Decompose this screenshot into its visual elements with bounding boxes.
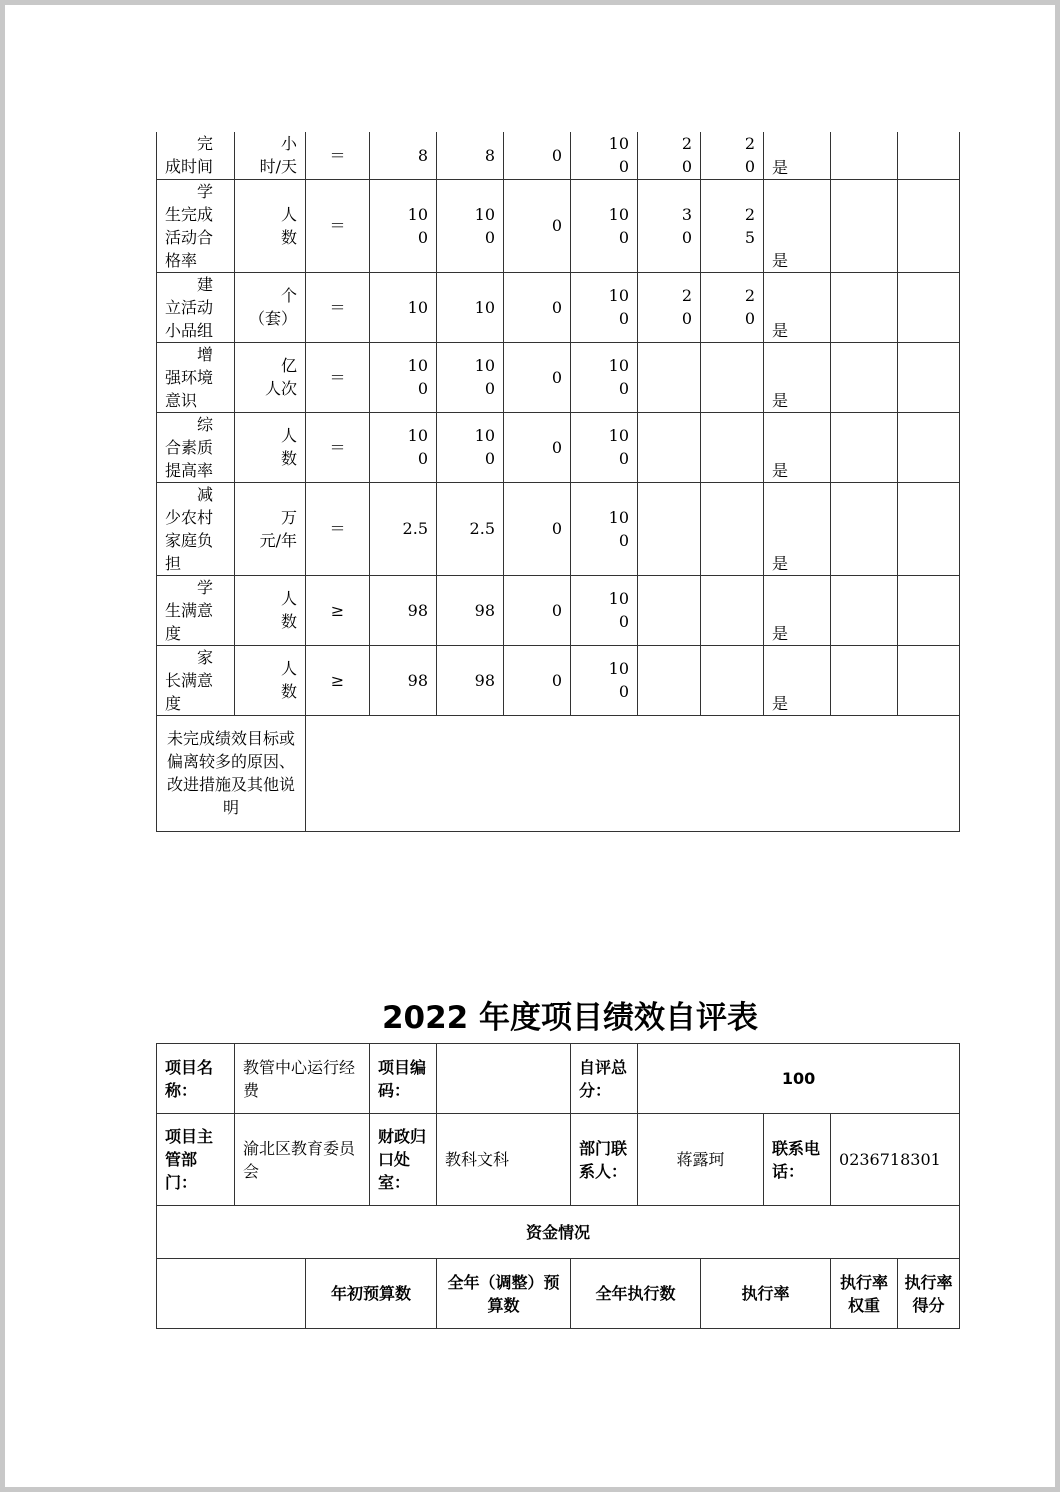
- indicator-unit: 亿人次: [235, 342, 306, 412]
- adjusted-budget-header: 全年（调整）预算数: [437, 1259, 571, 1329]
- indicator-weight: 20: [638, 272, 701, 342]
- indicator-extra-1: [831, 645, 898, 715]
- indicator-actual: 2.5: [437, 482, 504, 575]
- executed-header: 全年执行数: [571, 1259, 701, 1329]
- note-value: [306, 715, 960, 831]
- table-row: [157, 132, 960, 179]
- total-score-label: 自评总分：: [571, 1044, 638, 1114]
- indicator-deviation: 0: [504, 132, 571, 179]
- indicator-weight: [638, 575, 701, 645]
- indicator-extra-2: [898, 645, 960, 715]
- indicator-rate: 100: [571, 412, 638, 482]
- indicator-deviation: 0: [504, 645, 571, 715]
- indicator-rate: 100: [571, 482, 638, 575]
- indicator-extra-2: [898, 179, 960, 272]
- indicator-extra-2: [898, 482, 960, 575]
- indicator-score: 25: [701, 179, 764, 272]
- phone-value: 0236718301: [831, 1114, 960, 1206]
- indicator-weight: 30: [638, 179, 701, 272]
- indicator-met: 是: [764, 132, 831, 179]
- funds-header: 资金情况: [157, 1206, 960, 1259]
- indicator-target: 8: [370, 132, 437, 179]
- indicator-deviation: 0: [504, 342, 571, 412]
- indicator-operator: ≥: [306, 575, 370, 645]
- indicator-met: 是: [764, 575, 831, 645]
- indicator-unit: 小时/天: [235, 132, 306, 179]
- indicator-operator: ≥: [306, 645, 370, 715]
- table-row: [157, 482, 960, 575]
- indicator-extra-1: [831, 179, 898, 272]
- indicator-extra-2: [898, 342, 960, 412]
- indicator-extra-1: [831, 342, 898, 412]
- indicator-met: 是: [764, 179, 831, 272]
- indicator-target: 100: [370, 412, 437, 482]
- evaluation-form-table: [156, 1043, 960, 1329]
- indicator-extra-2: [898, 412, 960, 482]
- indicator-extra-1: [831, 272, 898, 342]
- table-row: [157, 645, 960, 715]
- indicator-weight: 20: [638, 132, 701, 179]
- indicator-unit: 万元/年: [235, 482, 306, 575]
- indicator-operator: ＝: [306, 272, 370, 342]
- indicator-name: 学生完成活动合格率: [157, 179, 235, 272]
- indicator-weight: [638, 342, 701, 412]
- indicator-extra-2: [898, 575, 960, 645]
- exec-weight-header: 执行率权重: [831, 1259, 898, 1329]
- project-info-row: [157, 1044, 960, 1114]
- indicator-target: 2.5: [370, 482, 437, 575]
- total-score-value: 100: [638, 1044, 960, 1114]
- indicator-score: [701, 412, 764, 482]
- indicator-met: 是: [764, 482, 831, 575]
- indicator-met: 是: [764, 412, 831, 482]
- indicator-actual: 100: [437, 342, 504, 412]
- indicator-score: 20: [701, 272, 764, 342]
- indicator-operator: ＝: [306, 179, 370, 272]
- indicator-actual: 98: [437, 575, 504, 645]
- indicator-actual: 100: [437, 179, 504, 272]
- indicator-target: 10: [370, 272, 437, 342]
- indicator-actual: 100: [437, 412, 504, 482]
- indicator-extra-1: [831, 575, 898, 645]
- indicator-name: 家长满意度: [157, 645, 235, 715]
- indicator-rate: 100: [571, 645, 638, 715]
- indicator-unit: 人数: [235, 575, 306, 645]
- indicator-deviation: 0: [504, 482, 571, 575]
- indicator-rate: 100: [571, 272, 638, 342]
- indicator-deviation: 0: [504, 272, 571, 342]
- indicator-score: [701, 482, 764, 575]
- indicator-score: [701, 645, 764, 715]
- indicator-name: 增强环境意识: [157, 342, 235, 412]
- indicator-score: 20: [701, 132, 764, 179]
- indicator-score: [701, 342, 764, 412]
- indicator-name: 建立活动小品组: [157, 272, 235, 342]
- indicators-table-body: [157, 132, 960, 715]
- indicator-weight: [638, 645, 701, 715]
- indicator-extra-2: [898, 132, 960, 179]
- table-row: [157, 575, 960, 645]
- indicator-extra-1: [831, 482, 898, 575]
- indicator-name: 完成时间: [157, 132, 235, 179]
- indicator-deviation: 0: [504, 412, 571, 482]
- contact-value: 蒋露珂: [638, 1114, 764, 1206]
- indicator-actual: 98: [437, 645, 504, 715]
- indicator-score: [701, 575, 764, 645]
- indicator-weight: [638, 482, 701, 575]
- indicator-deviation: 0: [504, 575, 571, 645]
- initial-budget-header: 年初预算数: [306, 1259, 437, 1329]
- indicator-name: 综合素质提高率: [157, 412, 235, 482]
- indicator-unit: 个（套）: [235, 272, 306, 342]
- indicator-rate: 100: [571, 575, 638, 645]
- indicator-rate: 100: [571, 179, 638, 272]
- indicator-actual: 8: [437, 132, 504, 179]
- indicator-unit: 人数: [235, 412, 306, 482]
- table-row: [157, 272, 960, 342]
- finance-office-label: 财政归口处室：: [370, 1114, 437, 1206]
- indicator-target: 100: [370, 179, 437, 272]
- project-code-value: [437, 1044, 571, 1114]
- phone-label: 联系电话：: [764, 1114, 831, 1206]
- indicator-operator: ＝: [306, 412, 370, 482]
- table-row: [157, 342, 960, 412]
- funds-columns-row: [157, 1259, 960, 1329]
- indicator-weight: [638, 412, 701, 482]
- indicator-actual: 10: [437, 272, 504, 342]
- indicator-operator: ＝: [306, 482, 370, 575]
- indicator-rate: 100: [571, 342, 638, 412]
- indicator-met: 是: [764, 645, 831, 715]
- exec-score-header: 执行率得分: [898, 1259, 960, 1329]
- department-value: 渝北区教育委员会: [235, 1114, 370, 1206]
- note-row: [157, 715, 960, 831]
- department-info-row: [157, 1114, 960, 1206]
- indicators-table: [156, 132, 960, 832]
- indicator-extra-1: [831, 412, 898, 482]
- contact-label: 部门联系人：: [571, 1114, 638, 1206]
- finance-office-value: 教科文科: [437, 1114, 571, 1206]
- indicator-target: 98: [370, 575, 437, 645]
- indicator-name: 学生满意度: [157, 575, 235, 645]
- project-name-value: 教管中心运行经费: [235, 1044, 370, 1114]
- indicator-operator: ＝: [306, 132, 370, 179]
- indicator-deviation: 0: [504, 179, 571, 272]
- indicator-met: 是: [764, 272, 831, 342]
- funds-header-row: [157, 1206, 960, 1259]
- indicator-operator: ＝: [306, 342, 370, 412]
- exec-rate-header: 执行率: [701, 1259, 831, 1329]
- indicator-name: 减少农村家庭负担: [157, 482, 235, 575]
- note-label: 未完成绩效目标或偏离较多的原因、改进措施及其他说明: [157, 715, 306, 831]
- form-title: 2022 年度项目绩效自评表: [381, 1000, 759, 1036]
- indicator-extra-2: [898, 272, 960, 342]
- project-code-label: 项目编码：: [370, 1044, 437, 1114]
- funds-blank-cell: [157, 1259, 306, 1329]
- indicator-met: 是: [764, 342, 831, 412]
- indicator-target: 98: [370, 645, 437, 715]
- project-name-label: 项目名称：: [157, 1044, 235, 1114]
- department-label: 项目主管部门：: [157, 1114, 235, 1206]
- indicator-unit: 人数: [235, 179, 306, 272]
- table-row: [157, 179, 960, 272]
- table-row: [157, 412, 960, 482]
- indicator-rate: 100: [571, 132, 638, 179]
- indicator-extra-1: [831, 132, 898, 179]
- indicator-unit: 人数: [235, 645, 306, 715]
- indicator-target: 100: [370, 342, 437, 412]
